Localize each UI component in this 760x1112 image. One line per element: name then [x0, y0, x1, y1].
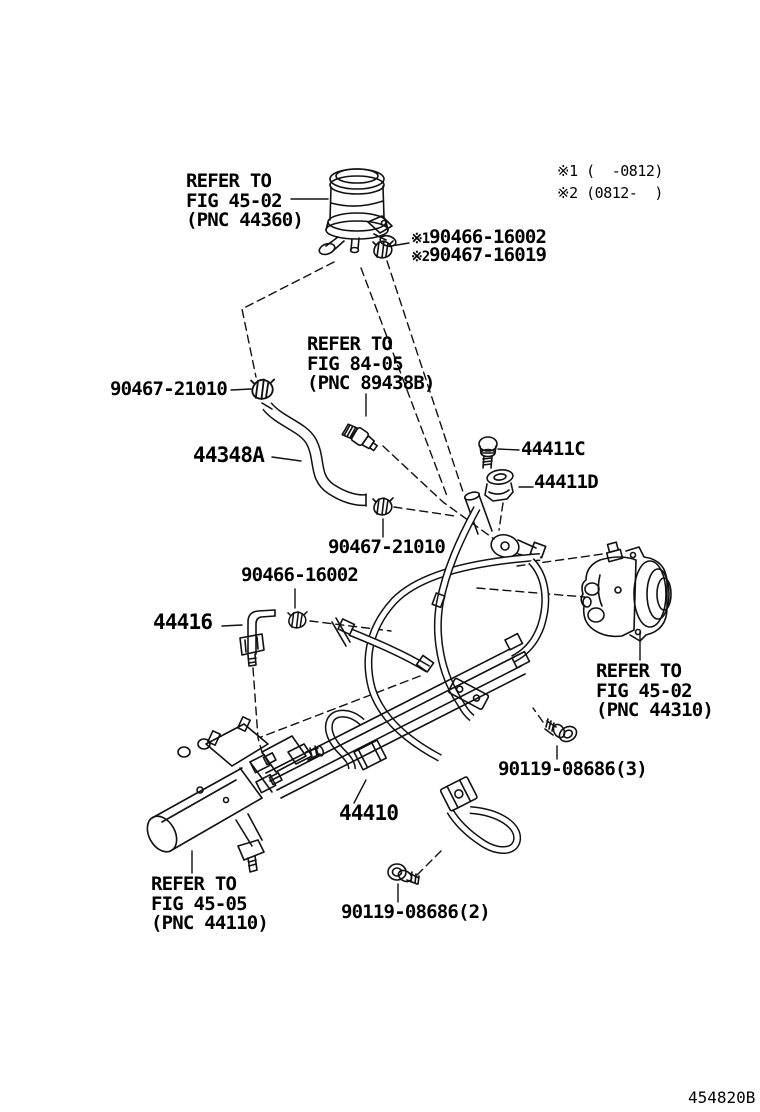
reservoir-drawing	[318, 169, 397, 256]
variant-prefix-1: ※1	[411, 231, 430, 247]
bracket-bolt-drawing	[388, 864, 419, 884]
refer-to-pump-line1: REFER TO	[596, 660, 682, 682]
steering-gear-drawing	[141, 717, 324, 872]
part-label-return-tube: 44416	[153, 610, 213, 634]
refer-to-gear-line2: FIG 45-05	[151, 892, 247, 915]
refer-to-reservoir	[186, 172, 303, 231]
pressure-switch-drawing	[341, 421, 380, 455]
refer-to-switch-line2: FIG 84-05	[307, 352, 403, 375]
pump-bolt-drawing	[545, 719, 579, 745]
part-label-bracket-bolt: 90119-08686(2)	[341, 901, 490, 923]
refer-to-switch-line3: (PNC 89438B)	[307, 372, 435, 394]
refer-to-pump	[596, 662, 713, 721]
part-label-clamp-upper: 90467-21010	[110, 378, 228, 400]
clamp-lower-drawing	[288, 612, 307, 628]
part-label-union-seat: 44411D	[534, 471, 598, 493]
inlet-hose-drawing	[262, 403, 366, 506]
production-note-2: ※2 (0812- )	[557, 184, 663, 202]
part-label-union-bolt: 44411C	[521, 438, 585, 460]
refer-to-reservoir-line3: (PNC 44360)	[186, 209, 304, 231]
clamp-upper-drawing	[251, 379, 274, 399]
refer-to-pump-line2: FIG 45-02	[596, 679, 692, 702]
part-label-clamp-mid: 90467-21010	[328, 536, 446, 558]
part-label-pump-bolt: 90119-08686(3)	[498, 758, 647, 780]
production-note-1: ※1 ( -0812)	[557, 162, 663, 180]
part-label-hose: 44348A	[193, 443, 265, 467]
drawing-number: 454820B	[688, 1088, 756, 1107]
refer-to-switch-line1: REFER TO	[307, 333, 393, 355]
refer-to-reservoir-line2: FIG 45-02	[186, 189, 282, 212]
variant-prefix-2: ※2	[411, 249, 430, 265]
refer-to-gear-line1: REFER TO	[151, 873, 237, 895]
part-label-tube-assembly: 44410	[339, 801, 399, 825]
union-bolt-drawing	[479, 437, 497, 468]
part-number-clamp-alt1: 90466-16002	[429, 226, 547, 248]
pump-drawing	[581, 542, 671, 641]
part-label-clamp-alt2	[411, 246, 546, 268]
refer-to-gear-line3: (PNC 44110)	[151, 912, 269, 934]
part-number-clamp-alt2: 90467-16019	[429, 244, 547, 266]
refer-to-pressure-switch	[307, 335, 435, 394]
refer-to-reservoir-line1: REFER TO	[186, 170, 272, 192]
part-label-clamp-lower: 90466-16002	[241, 564, 359, 586]
clamp-mid-drawing	[373, 498, 393, 515]
clamp-variant-drawing	[373, 241, 393, 258]
return-tube-drawing	[240, 610, 275, 666]
refer-to-pump-line3: (PNC 44310)	[596, 699, 714, 721]
refer-to-steering-gear	[151, 875, 268, 934]
union-seat-drawing	[485, 468, 514, 501]
